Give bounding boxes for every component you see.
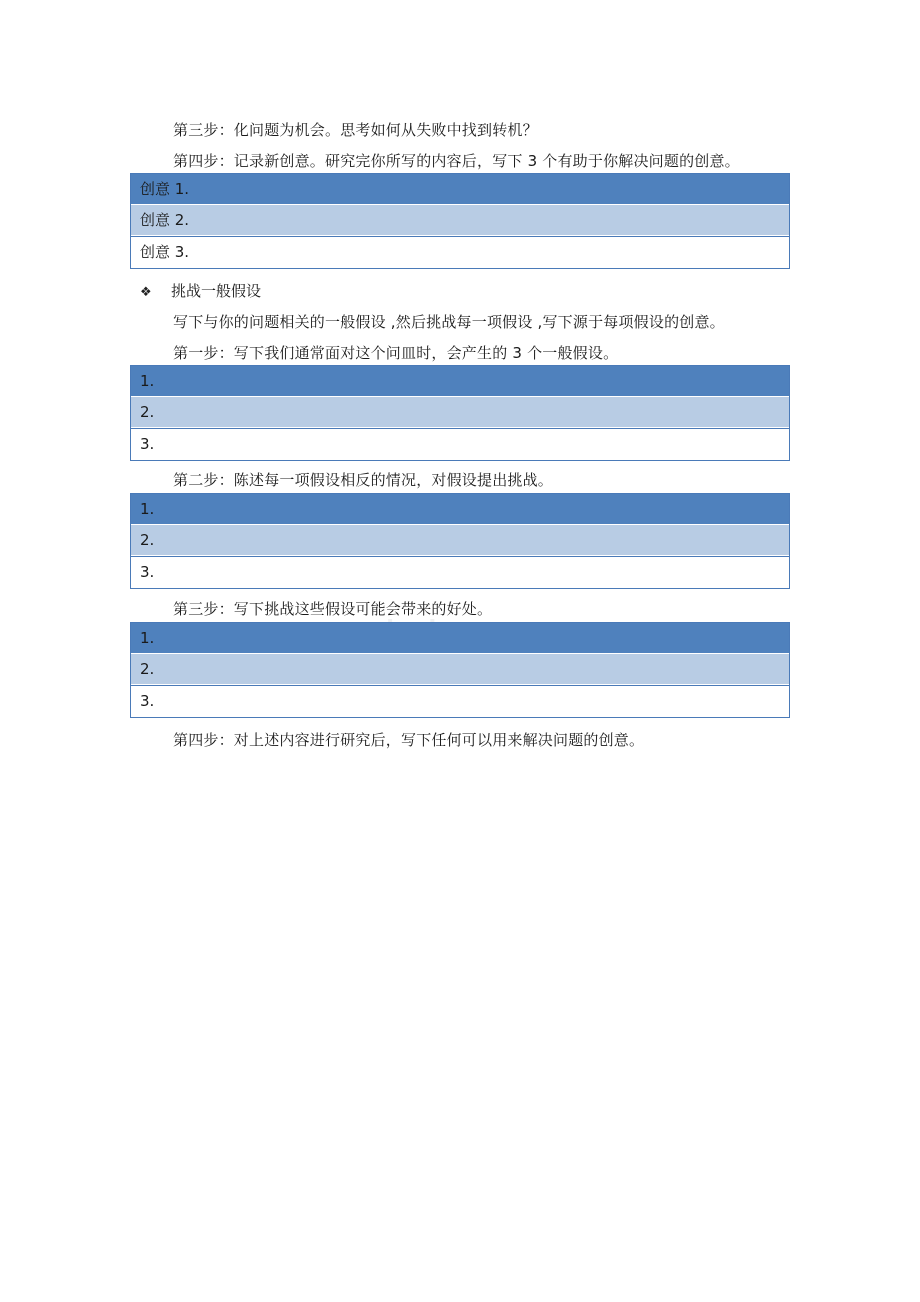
table-row[interactable]: 3. [131,556,789,588]
section-title: 挑战一般假设 [171,282,262,300]
diamond-bullet-icon: ❖ [140,285,152,300]
paragraph-step4-record-ideas: 第四步：记录新创意。研究完你所写的内容后，写下 3 个有助于你解决问题的创意。 [173,152,740,170]
table-row[interactable]: 2. [131,525,789,556]
ideas-table [130,173,790,269]
table-row[interactable]: 创意 1. [131,174,789,205]
table-row[interactable]: 2. [131,397,789,428]
table-row[interactable]: 1. [131,366,789,397]
paragraph-step1: 第一步：写下我们通常面对这个问皿时，会产生的 3 个一般假设。 [173,344,619,362]
section-heading [140,280,261,304]
paragraph-step3-opportunity: 第三步：化问题为机会。思考如何从失败中找到转机？ [173,121,538,139]
table-row[interactable]: 2. [131,654,789,685]
table-row[interactable]: 3. [131,685,789,717]
paragraph-step3-benefits: 第三步：写下挑战这些假设可能会带来的好处。 [173,600,493,618]
paragraph-intro: 写下与你的问题相关的一般假设 ,然后挑战每一项假设 ,写下源于每项假设的创意。 [173,313,725,331]
assumptions-table [130,365,790,461]
benefits-table [130,622,790,718]
paragraph-step2: 第二步：陈述每一项假设相反的情况，对假设提出挑战。 [173,471,554,489]
table-row[interactable]: 1. [131,623,789,654]
table-row[interactable]: 3. [131,428,789,460]
paragraph-step4-final: 第四步：对上述内容进行研究后，写下任何可以用来解决问题的创意。 [173,731,645,749]
challenge-table [130,493,790,589]
table-row[interactable]: 创意 3. [131,236,789,268]
table-row[interactable]: 创意 2. [131,205,789,236]
table-row[interactable]: 1. [131,494,789,525]
